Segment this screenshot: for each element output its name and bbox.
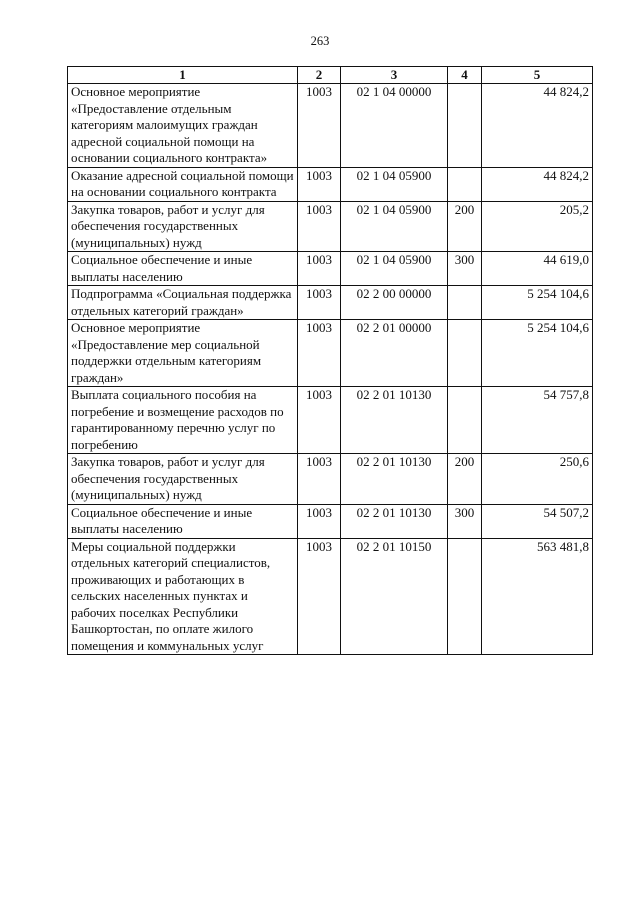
row-amount-cell: 250,6 xyxy=(482,454,593,505)
row-section-cell: 1003 xyxy=(298,538,341,655)
row-amount-cell: 44 824,2 xyxy=(482,167,593,201)
row-amount-cell: 5 254 104,6 xyxy=(482,286,593,320)
row-name-cell: Социальное обеспечение и иные выплаты населению xyxy=(68,504,298,538)
row-name-cell: Оказание адресной социальной помощи на основании социального контракта xyxy=(68,167,298,201)
row-section-cell: 1003 xyxy=(298,320,341,387)
row-target-article-cell: 02 2 01 10150 xyxy=(341,538,448,655)
column-header-amount: 5 xyxy=(482,67,593,84)
page-number: 263 xyxy=(310,34,330,48)
budget-table xyxy=(67,66,593,655)
row-expense-type-cell: 200 xyxy=(448,454,482,505)
row-target-article-cell: 02 1 04 05900 xyxy=(341,252,448,286)
row-target-article-cell: 02 2 01 10130 xyxy=(341,454,448,505)
row-amount-cell: 44 619,0 xyxy=(482,252,593,286)
column-header-target-article: 3 xyxy=(341,67,448,84)
column-header-expense-type: 4 xyxy=(448,67,482,84)
table-row xyxy=(68,387,593,454)
row-section-cell: 1003 xyxy=(298,252,341,286)
row-name-cell: Меры социальной поддержки отдельных категорий специалистов, проживающих и работающих в сельских населенных пунктах и рабочих поселках Республики Башкортостан, по оплате жилого помещения и коммунальных услуг xyxy=(68,538,298,655)
row-section-cell: 1003 xyxy=(298,387,341,454)
row-section-cell: 1003 xyxy=(298,504,341,538)
table-row xyxy=(68,538,593,655)
table-row xyxy=(68,84,593,168)
row-amount-cell: 54 757,8 xyxy=(482,387,593,454)
row-expense-type-cell xyxy=(448,286,482,320)
row-expense-type-cell xyxy=(448,387,482,454)
row-expense-type-cell xyxy=(448,84,482,168)
row-name-cell: Основное мероприятие «Предоставление мер социальной поддержки отдельным категориям граждан» xyxy=(68,320,298,387)
table-row xyxy=(68,320,593,387)
row-amount-cell: 5 254 104,6 xyxy=(482,320,593,387)
table-row xyxy=(68,286,593,320)
row-amount-cell: 205,2 xyxy=(482,201,593,252)
column-header-name: 1 xyxy=(68,67,298,84)
row-name-cell: Выплата социального пособия на погребение и возмещение расходов по гарантированному перечню услуг по погребению xyxy=(68,387,298,454)
row-target-article-cell: 02 1 04 05900 xyxy=(341,201,448,252)
row-amount-cell: 54 507,2 xyxy=(482,504,593,538)
row-name-cell: Подпрограмма «Социальная поддержка отдельных категорий граждан» xyxy=(68,286,298,320)
table-row xyxy=(68,252,593,286)
row-expense-type-cell: 200 xyxy=(448,201,482,252)
row-expense-type-cell: 300 xyxy=(448,504,482,538)
column-header-section: 2 xyxy=(298,67,341,84)
row-expense-type-cell xyxy=(448,320,482,387)
table-row xyxy=(68,201,593,252)
row-expense-type-cell: 300 xyxy=(448,252,482,286)
table-header-row xyxy=(68,67,593,84)
row-target-article-cell: 02 2 01 10130 xyxy=(341,504,448,538)
row-section-cell: 1003 xyxy=(298,201,341,252)
row-target-article-cell: 02 2 01 00000 xyxy=(341,320,448,387)
row-name-cell: Социальное обеспечение и иные выплаты населению xyxy=(68,252,298,286)
row-expense-type-cell xyxy=(448,538,482,655)
row-section-cell: 1003 xyxy=(298,454,341,505)
table-row xyxy=(68,167,593,201)
row-name-cell: Основное мероприятие «Предоставление отдельным категориям малоимущих граждан адресной социальной помощи на основании социального контракта» xyxy=(68,84,298,168)
row-name-cell: Закупка товаров, работ и услуг для обеспечения государственных (муниципальных) нужд xyxy=(68,201,298,252)
row-section-cell: 1003 xyxy=(298,167,341,201)
row-target-article-cell: 02 2 01 10130 xyxy=(341,387,448,454)
row-target-article-cell: 02 2 00 00000 xyxy=(341,286,448,320)
table-row xyxy=(68,504,593,538)
row-expense-type-cell xyxy=(448,167,482,201)
row-target-article-cell: 02 1 04 05900 xyxy=(341,167,448,201)
row-amount-cell: 563 481,8 xyxy=(482,538,593,655)
table-row xyxy=(68,454,593,505)
row-name-cell: Закупка товаров, работ и услуг для обеспечения государственных (муниципальных) нужд xyxy=(68,454,298,505)
row-section-cell: 1003 xyxy=(298,286,341,320)
row-section-cell: 1003 xyxy=(298,84,341,168)
row-target-article-cell: 02 1 04 00000 xyxy=(341,84,448,168)
table-body xyxy=(68,84,593,655)
row-amount-cell: 44 824,2 xyxy=(482,84,593,168)
